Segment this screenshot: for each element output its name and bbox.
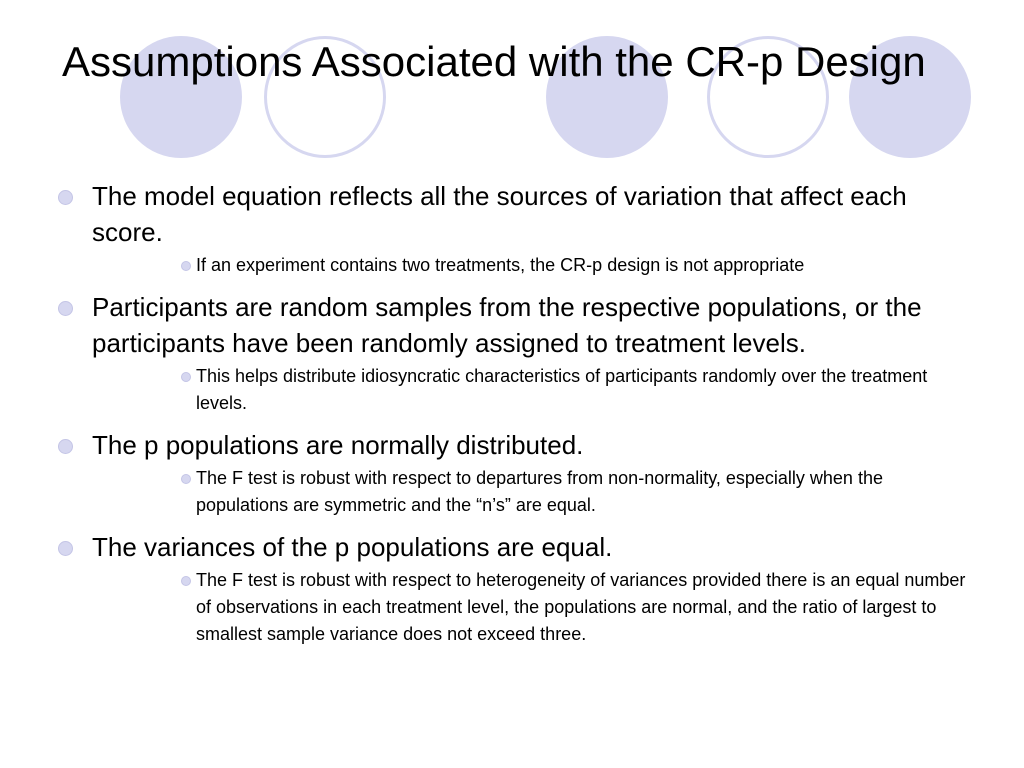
bullet-icon: [58, 541, 73, 556]
bullet-text: Participants are random samples from the respective populations, or the participants have been randomly assigned to treatment levels.: [92, 292, 922, 358]
bullet-text: The p populations are normally distributed.: [92, 430, 584, 460]
bullet-item: [56, 289, 966, 361]
sub-bullet-icon: [181, 576, 191, 586]
bullet-item: [56, 427, 966, 463]
sub-bullet-text: This helps distribute idiosyncratic characteristics of participants randomly over the treatment levels.: [196, 366, 928, 413]
sub-bullet-icon: [181, 474, 191, 484]
bullet-icon: [58, 301, 73, 316]
sub-bullet-icon: [181, 261, 191, 271]
bullet-icon: [58, 190, 73, 205]
sub-bullet-item: [181, 465, 966, 519]
sub-bullet-text: The F test is robust with respect to heterogeneity of variances provided there is an equal number of observations in each treatment level, the populations are normal, and the ratio of largest to smallest sample variance does not exceed three.: [196, 570, 966, 644]
sub-bullet-item: [181, 567, 966, 648]
sub-bullet-icon: [181, 372, 191, 382]
bullet-list: [56, 178, 966, 648]
sub-bullet-text: The F test is robust with respect to departures from non-normality, especially when the populations are symmetric and the “n’s” are equal.: [196, 468, 883, 515]
bullet-text: The variances of the p populations are equal.: [92, 532, 613, 562]
slide-title: Assumptions Associated with the CR-p Design: [62, 38, 926, 85]
sub-bullet-item: [181, 252, 966, 279]
sub-bullet-item: [181, 363, 966, 417]
bullet-item: [56, 529, 966, 565]
bullet-icon: [58, 439, 73, 454]
sub-bullet-text: If an experiment contains two treatments, the CR-p design is not appropriate: [196, 255, 805, 275]
bullet-item: [56, 178, 966, 250]
bullet-text: The model equation reflects all the sources of variation that affect each score.: [92, 181, 907, 247]
